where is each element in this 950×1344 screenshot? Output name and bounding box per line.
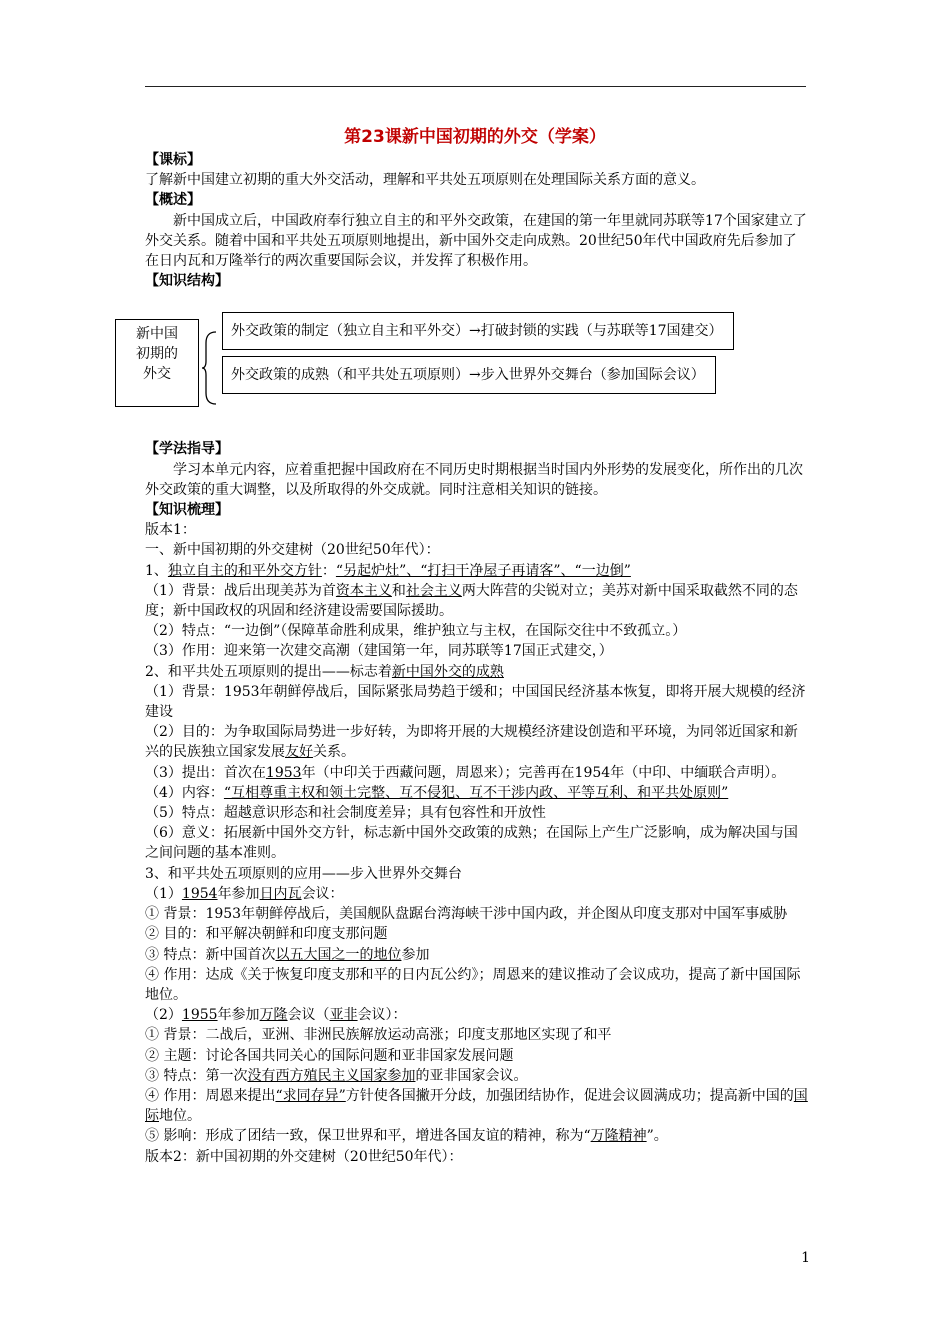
point-line: （6）意义：拓展新中国外交方针，标志新中国外交政策的成熟；在国际上产生广泛影响，成为解决国与国之间问题的基本准则。	[145, 825, 798, 862]
kebiao-text: 了解新中国建立初期的重大外交活动，理解和平共处五项原则在处理国际关系方面的意义。	[145, 172, 705, 189]
header-rule	[145, 86, 806, 87]
text-span: （2）	[145, 1007, 182, 1024]
text-span: 年参加	[217, 1007, 260, 1024]
text-span: ④ 作用：周恩来提出	[145, 1087, 276, 1104]
point-line	[145, 783, 809, 803]
text-span: 年（中印关于西藏问题，周恩来）；完善再在1954年（中印、中缅联合声明）。	[301, 764, 786, 781]
point-line	[145, 581, 809, 621]
section-heading: 一、新中国初期的外交建树（20世纪50年代）：	[145, 542, 440, 559]
text-span: ③ 特点：新中国首次	[145, 946, 276, 963]
text-span: ③ 特点：第一次	[145, 1067, 248, 1084]
underlined-term: 社会主义	[405, 582, 462, 599]
underlined-term: 万隆精神	[590, 1128, 647, 1145]
text-span: 1、	[145, 562, 168, 579]
text-span: 年参加	[217, 885, 260, 902]
point-line: （1）背景：1953年朝鲜停战后，国际紧张局势趋于缓和；中国国民经济基本恢复，即将开展大规模的经济建设	[145, 683, 806, 721]
knowledge-structure-diagram	[136, 295, 809, 435]
text-span: 的亚非国家会议。	[415, 1067, 528, 1084]
point-line	[145, 722, 809, 762]
text-span: （3）提出：首次在	[145, 764, 266, 781]
diagram-branch-box-1: 外交政策的制定（独立自主和平外交）→打破封锁的实践（与苏联等17国建交）	[222, 312, 734, 350]
text-span: ⑤ 影响：形成了团结一致，保卫世界和平，增进各国友谊的精神，称为“	[145, 1128, 591, 1145]
diagram-branch-box-2: 外交政策的成熟（和平共处五项原则）→步入世界外交舞台（参加国际会议）	[222, 356, 716, 394]
point-line: ② 目的：和平解决朝鲜和印度支那问题	[145, 926, 388, 943]
point-line: ① 背景：二战后，亚洲、非洲民族解放运动高涨；印度支那地区实现了和平	[145, 1027, 612, 1044]
jiegou-heading: 【知识结构】	[145, 273, 229, 290]
point-line	[145, 1005, 809, 1025]
point-line: （5）特点：超越意识形态和社会制度差异；具有包容性和开放性	[145, 805, 546, 822]
text-span: （1）背景：战后出现美苏为首	[145, 582, 336, 599]
text-span: 会议：	[301, 885, 344, 902]
underlined-term: “求同存异”	[275, 1087, 346, 1104]
underlined-term: 友好	[285, 744, 313, 761]
point-line	[145, 945, 809, 965]
point-line: 3、和平共处五项原则的应用——步入世界外交舞台	[145, 865, 462, 882]
underlined-term: 万隆	[259, 1007, 288, 1024]
text-span: 两大阵营的尖锐对立；美苏对新中国采取截然不同的态度；新中国政权的巩固和经济建设需要国际援助。	[145, 582, 798, 620]
underlined-term: 资本主义	[335, 582, 392, 599]
underlined-term: 亚非	[329, 1007, 358, 1024]
gaishu-text: 新中国成立后，中国政府奉行独立自主的和平外交政策，在建国的第一年里就同苏联等17个国家建立了外交关系。随着中国和平共处五项原则地提出，新中国外交走向成熟。20世纪50年代中国政府先后参加了在日内瓦和万隆举行的两次重要国际会议，并发挥了积极作用。	[145, 212, 807, 270]
text-span: ：	[321, 562, 336, 579]
underlined-term: 日内瓦	[259, 885, 302, 902]
page-title: 第23课新中国初期的外交（学案）	[344, 127, 606, 147]
brace-connector	[202, 331, 218, 405]
underlined-term: 没有西方殖民主义国家参加	[247, 1067, 416, 1084]
document-body	[136, 150, 809, 1167]
point-line	[145, 1066, 809, 1086]
underlined-term: “互相尊重主权和领土完整、互不侵犯、互不干涉内政、平等互利、和平共处原则”	[223, 784, 729, 801]
text-span: 2、和平共处五项原则的提出——标志着	[145, 663, 392, 680]
point-line	[145, 763, 809, 783]
diagram-root-line: 新中国	[136, 326, 178, 343]
underlined-term: 1953	[265, 764, 302, 781]
point-line: ④ 作用：达成《关于恢复印度支那和平的日内瓦公约》；周恩来的建议推动了会议成功，提高了新中国国际地位。	[145, 966, 801, 1003]
point-line	[145, 1086, 809, 1126]
text-span: 关系。	[313, 744, 355, 761]
version-label: 版本2：新中国初期的外交建树（20世纪50年代）：	[145, 1148, 463, 1165]
diagram-root-line: 初期的	[136, 346, 178, 363]
shuli-heading: 【知识梳理】	[145, 502, 229, 519]
xuefa-heading: 【学法指导】	[145, 441, 229, 458]
diagram-root-line: 外交	[143, 366, 171, 383]
underlined-term: “另起炉灶”、“打扫干净屋子再请客”、“一边倒”	[335, 562, 631, 579]
point-line: （2）特点：“一边倒”（保障革命胜利成果，维护独立与主权，在国际交往中不致孤立。）	[145, 623, 687, 640]
point-line: （3）作用：迎来第一次建交高潮（建国第一年，同苏联等17国正式建交，）	[145, 643, 613, 660]
text-span: 地位。	[159, 1108, 201, 1125]
diagram-root-box	[115, 319, 199, 407]
xuefa-text: 学习本单元内容，应着重把握中国政府在不同历史时期根据当时国内外形势的发展变化，所作出的几次外交政策的重大调整，以及所取得的外交成就。同时注意相关知识的链接。	[145, 461, 803, 498]
point-line	[145, 1126, 809, 1146]
text-span: 方针使各国撇开分歧，加强团结协作，促进会议圆满成功；提高新中国的	[345, 1087, 794, 1104]
underlined-term: 1954	[181, 885, 218, 902]
text-span: （1）	[145, 885, 182, 902]
underlined-term: 独立自主的和平外交方针	[167, 562, 322, 579]
version-label: 版本1：	[145, 522, 196, 539]
text-span: （2）目的：为争取国际局势进一步好转，为即将开展的大规模经济建设创造和平环境，为同邻近国家和新兴的民族独立国家发展	[145, 724, 798, 761]
page-number: 1	[801, 1250, 810, 1266]
underlined-term: 国际	[145, 1087, 808, 1125]
point-line	[145, 662, 809, 682]
underlined-term: 新中国外交的成熟	[391, 663, 504, 680]
text-span: 会议）：	[357, 1007, 407, 1024]
point-line: ① 背景：1953年朝鲜停战后，美国舰队盘踞台湾海峡干涉中国内政，并企图从印度支那对中国军事威胁	[145, 906, 788, 923]
underlined-term: 1955	[181, 1007, 218, 1024]
kebiao-heading: 【课标】	[145, 152, 201, 168]
underlined-term: 以五大国之一的地位	[275, 946, 402, 963]
text-span: 参加	[401, 946, 430, 963]
text-span: （4）内容：	[145, 784, 224, 801]
point-line	[145, 884, 809, 904]
gaishu-heading: 【概述】	[145, 192, 201, 209]
text-span: 会议（	[287, 1007, 330, 1024]
point-line	[145, 561, 809, 581]
text-span: 和	[391, 582, 406, 599]
point-line: ② 主题：讨论各国共同关心的国际问题和亚非国家发展问题	[145, 1047, 514, 1064]
text-span: ”。	[646, 1128, 668, 1145]
